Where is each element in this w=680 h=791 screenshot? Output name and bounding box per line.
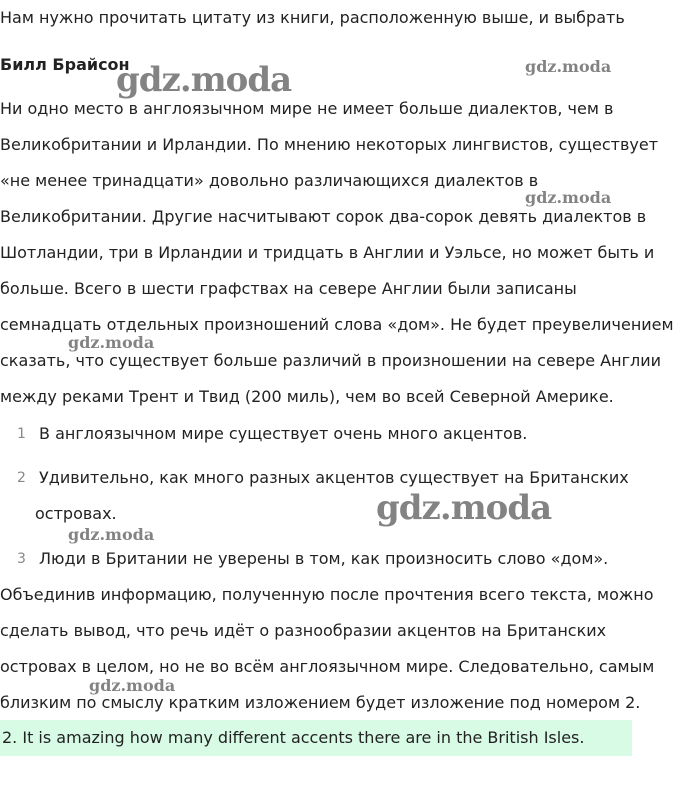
watermark-logo: gdz.moda: [525, 57, 612, 76]
conclusion-line: Объединив информацию, полученную после прочтения всего текста, можно: [0, 585, 654, 604]
intro-text: Нам нужно прочитать цитату из книги, расположенную выше, и выбрать: [0, 8, 625, 27]
quote-line: больше. Всего в шести графствах на севере Англии были записаны: [0, 279, 577, 298]
option-text: Люди в Британии не уверены в том, как произносить слово «дом».: [39, 549, 609, 568]
quote-line: Ни одно место в англоязычном мире не имеет больше диалектов, чем в: [0, 99, 614, 118]
watermark-logo: gdz.moda: [68, 333, 155, 352]
watermark-logo: gdz.moda: [68, 525, 155, 544]
option-text: В англоязычном мире существует очень много акцентов.: [39, 424, 528, 443]
option-text: Удивительно, как много разных акцентов существует на Британских: [39, 468, 629, 487]
option-text-continued: островах.: [35, 504, 117, 523]
option-number: 3: [17, 551, 26, 567]
quote-line: Великобритании и Ирландии. По мнению некоторых лингвистов, существует: [0, 135, 659, 154]
quote-line: между реками Трент и Твид (200 миль), чем во всей Северной Америке.: [0, 387, 614, 406]
conclusion-line: сделать вывод, что речь идёт о разнообразии акцентов на Британских: [0, 621, 607, 640]
conclusion-line: островах в целом, но не во всём англоязычном мире. Следовательно, самым: [0, 657, 655, 676]
conclusion-line: близким по смыслу кратким изложением будет изложение под номером 2.: [0, 693, 641, 712]
author-name: Билл Брайсон: [0, 55, 130, 74]
quote-line: Великобритании. Другие насчитывают сорок два-сорок девять диалектов в: [0, 207, 647, 226]
answer-highlight: [0, 720, 632, 756]
answer-text: 2. It is amazing how many different accents there are in the British Isles.: [2, 728, 585, 747]
watermark-logo: gdz.moda: [376, 488, 552, 528]
quote-line: «не менее тринадцати» довольно различающихся диалектов в: [0, 171, 539, 190]
watermark-logo: gdz.moda: [89, 676, 176, 695]
option-number: 1: [17, 426, 26, 442]
watermark-logo: gdz.moda: [525, 188, 612, 207]
quote-line: Шотландии, три в Ирландии и тридцать в Англии и Уэльсе, но может быть и: [0, 243, 655, 262]
quote-line: семнадцать отдельных произношений слова «дом». Не будет преувеличением: [0, 315, 674, 334]
option-number: 2: [17, 470, 26, 486]
watermark-logo: gdz.moda: [116, 60, 292, 100]
quote-line: сказать, что существует больше различий в произношении на севере Англии: [0, 351, 661, 370]
